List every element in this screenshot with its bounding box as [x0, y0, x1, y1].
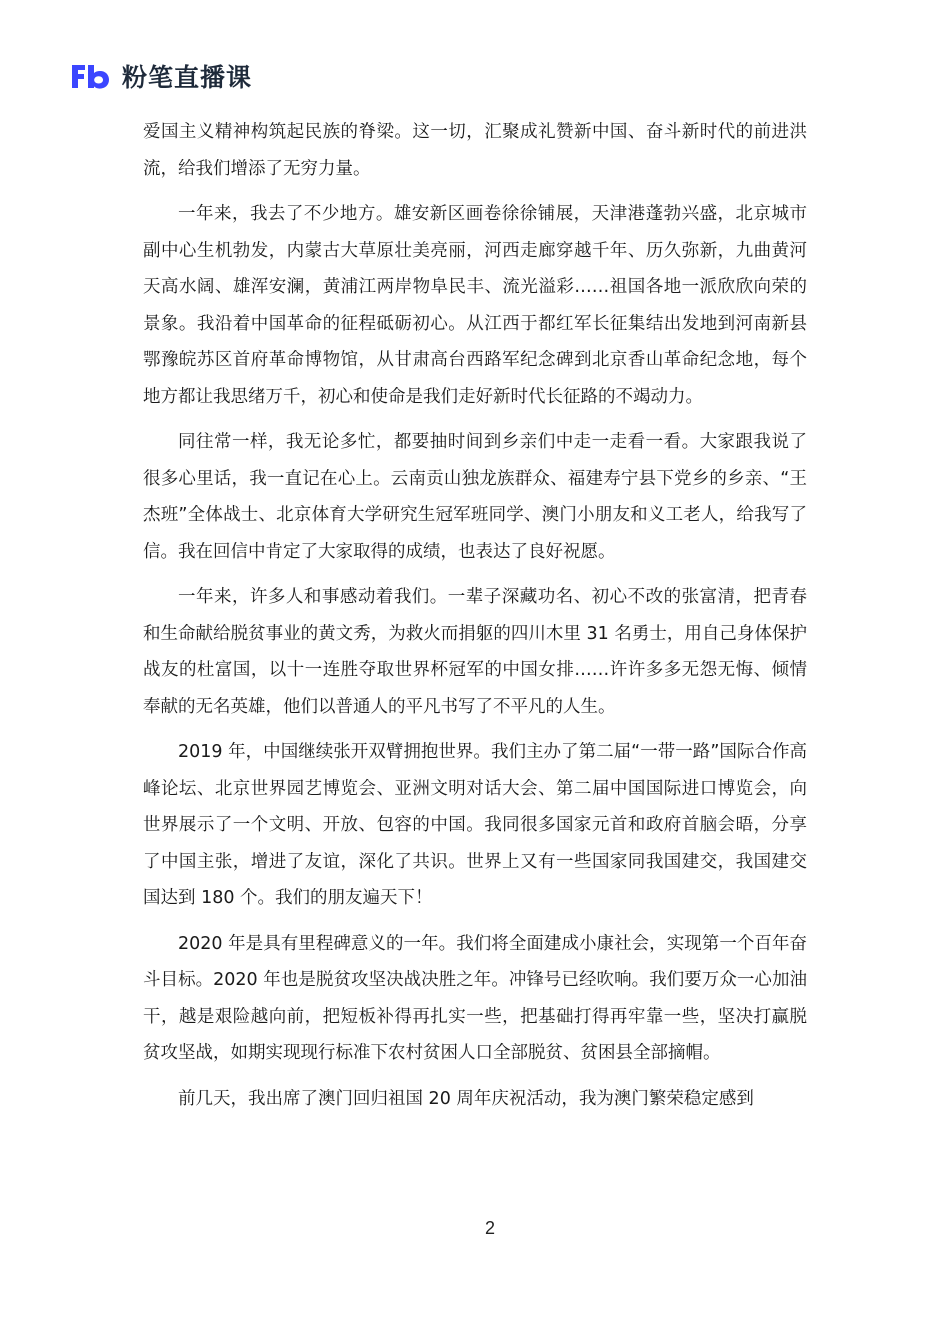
paragraph: 一年来，许多人和事感动着我们。一辈子深藏功名、初心不改的张富清，把青春和生命献给脱贫事业的黄文秀，为救火而捐躯的四川木里 31 名勇士，用自己身体保护战友的杜富国，以十一连胜夺取世界杯冠军的中国女排……许许多多无怨无悔、倾情奉献的无名英雄，他们以普通人的平凡书写了不平凡的人生。 [143, 587, 807, 717]
document-body [143, 114, 807, 1126]
page-header [68, 56, 252, 96]
paragraph: 爱国主义精神构筑起民族的脊梁。这一切，汇聚成礼赞新中国、奋斗新时代的前进洪流，给我们增添了无穷力量。 [143, 122, 807, 179]
page-number: 2 [484, 1218, 495, 1238]
paragraph: 一年来，我去了不少地方。雄安新区画卷徐徐铺展，天津港蓬勃兴盛，北京城市副中心生机勃发，内蒙古大草原壮美亮丽，河西走廊穿越千年、历久弥新，九曲黄河天高水阔、雄浑安澜，黄浦江两岸物阜民丰、流光溢彩……祖国各地一派欣欣向荣的景象。我沿着中国革命的征程砥砺初心。从江西于都红军长征集结出发地到河南新县鄂豫皖苏区首府革命博物馆，从甘肃高台西路军纪念碑到北京香山革命纪念地，每个地方都让我思绪万千，初心和使命是我们走好新时代长征路的不竭动力。 [143, 204, 807, 407]
paragraph: 同往常一样，我无论多忙，都要抽时间到乡亲们中走一走看一看。大家跟我说了很多心里话，我一直记在心上。云南贡山独龙族群众、福建寿宁县下党乡的乡亲、“王杰班”全体战士、北京体育大学研究生冠军班同学、澳门小朋友和义工老人，给我写了信。我在回信中肯定了大家取得的成绩，也表达了良好祝愿。 [143, 432, 807, 562]
paragraph: 2019 年，中国继续张开双臂拥抱世界。我们主办了第二届“一带一路”国际合作高峰论坛、北京世界园艺博览会、亚洲文明对话大会、第二届中国国际进口博览会，向世界展示了一个文明、开放、包容的中国。我同很多国家元首和政府首脑会晤，分享了中国主张，增进了友谊，深化了共识。世界上又有一些国家同我国建交，我国建交国达到 180 个。我们的朋友遍天下！ [143, 742, 807, 908]
paragraph: 2020 年是具有里程碑意义的一年。我们将全面建成小康社会，实现第一个百年奋斗目标。2020 年也是脱贫攻坚决战决胜之年。冲锋号已经吹响。我们要万众一心加油干，越是艰险越向前，把短板补得再扎实一些，把基础打得再牢靠一些，坚决打赢脱贫攻坚战，如期实现现行标准下农村贫困人口全部脱贫、贫困县全部摘帽。 [143, 933, 807, 1063]
fb-logo-icon [68, 59, 112, 93]
paragraph: 前几天，我出席了澳门回归祖国 20 周年庆祝活动，我为澳门繁荣稳定感到 [178, 1088, 754, 1109]
brand-name: 粉笔直播课 [122, 63, 253, 92]
